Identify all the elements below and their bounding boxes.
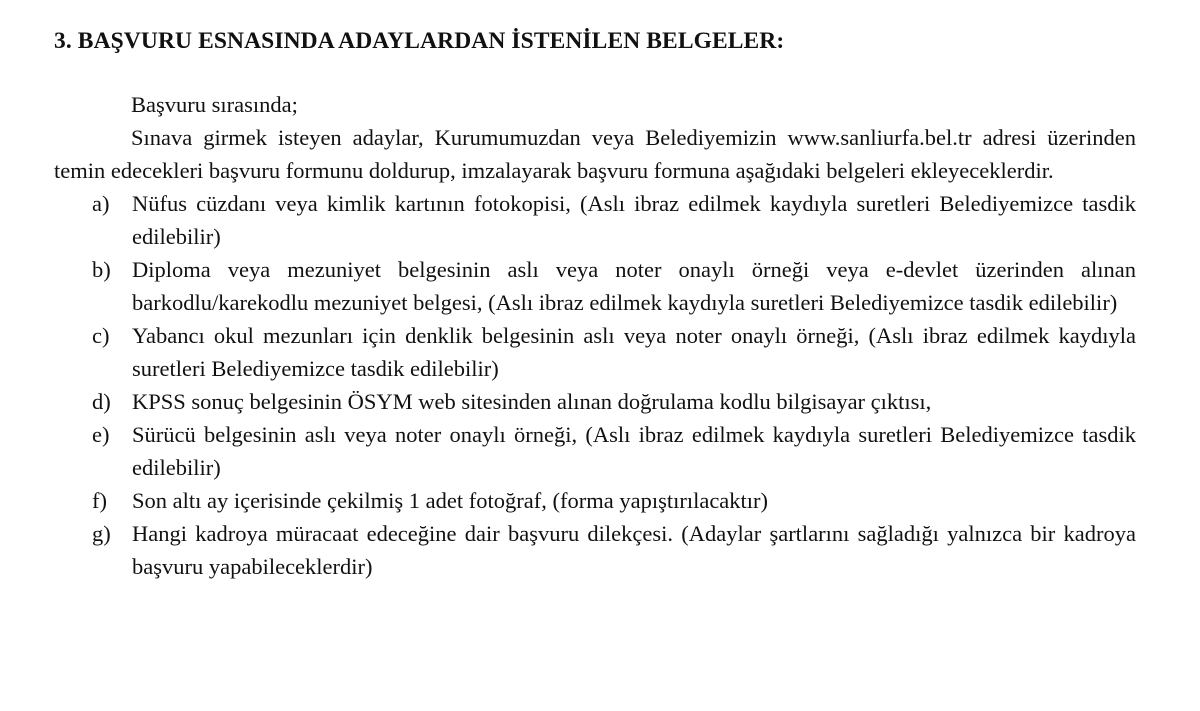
list-item xyxy=(54,187,1136,253)
list-item-marker: d) xyxy=(92,389,111,414)
intro-text: Başvuru sırasında; xyxy=(131,92,298,117)
section-heading: 3. BAŞVURU ESNASINDA ADAYLARDAN İSTENİLEN BELGELER: xyxy=(54,28,785,54)
list-item xyxy=(54,385,1136,418)
list-item xyxy=(54,517,1136,583)
list-item-text: Diploma veya mezuniyet belgesinin aslı veya noter onaylı örneği veya e-devlet üzerinden alınan barkodlu/karekodlu mezuniyet belgesi, (Aslı ibraz edilmek kaydıyla suretleri Belediyemizce tasdik edilebilir) xyxy=(132,257,1136,315)
list-item-marker: f) xyxy=(92,488,107,513)
document-page xyxy=(54,24,1136,583)
list-item-text: KPSS sonuç belgesinin ÖSYM web sitesinden alınan doğrulama kodlu bilgisayar çıktısı, xyxy=(132,389,932,414)
list-item xyxy=(54,319,1136,385)
list-item-text: Yabancı okul mezunları için denklik belgesinin aslı veya noter onaylı örneği, (Aslı ibraz edilmek kaydıyla suretleri Belediyemizce tasdik edilebilir) xyxy=(132,323,1136,381)
list-item-text: Nüfus cüzdanı veya kimlik kartının fotokopisi, (Aslı ibraz edilmek kaydıyla suretleri Belediyemizce tasdik edilebilir) xyxy=(132,191,1136,249)
required-documents-list xyxy=(54,187,1136,583)
list-item-marker: g) xyxy=(92,521,111,546)
list-item-text: Sürücü belgesinin aslı veya noter onaylı örneği, (Aslı ibraz edilmek kaydıyla suretleri Belediyemizce tasdik edilebilir) xyxy=(132,422,1136,480)
list-item-marker: a) xyxy=(92,191,110,216)
list-item-marker: c) xyxy=(92,323,110,348)
list-item-marker: b) xyxy=(92,257,111,282)
list-item xyxy=(54,418,1136,484)
list-item xyxy=(54,253,1136,319)
list-item-marker: e) xyxy=(92,422,110,447)
list-item-text: Hangi kadroya müracaat edeceğine dair başvuru dilekçesi. (Adaylar şartlarını sağladığı yalnızca bir kadroya başvuru yapabileceklerdir) xyxy=(132,521,1136,579)
list-item xyxy=(54,484,1136,517)
list-item-text: Son altı ay içerisinde çekilmiş 1 adet fotoğraf, (forma yapıştırılacaktır) xyxy=(132,488,769,513)
instruction-paragraph: Sınava girmek isteyen adaylar, Kurumumuzdan veya Belediyemizin www.sanliurfa.bel.tr adresi üzerinden temin edecekleri başvuru formunu doldurup, imzalayarak başvuru formuna aşağıdaki belgeleri ekleyeceklerdir. xyxy=(54,125,1136,183)
